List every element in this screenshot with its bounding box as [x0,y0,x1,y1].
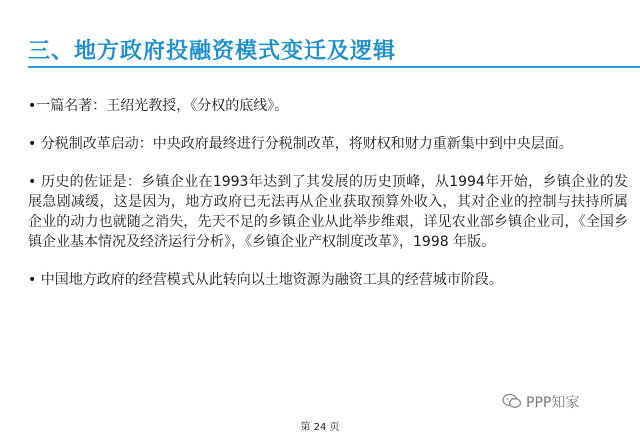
title-bar [0,0,640,70]
bullet-marker: • [28,136,37,152]
wechat-icon [502,393,522,413]
bullet-text: 中国地方政府的经营模式从此转向以土地资源为融资工具的经营城市阶段。 [36,272,503,288]
bullet-marker: • [28,272,37,288]
bullet-text: 历史的佐证是：乡镇企业在1993年达到了其发展的历史顶峰，从1994年开始，乡镇企业的发展急剧减缓，这是因为，地方政府已无法再从企业获取预算外收入，其对企业的控制与扶持所属企业的动力也就随之消失，先天不足的乡镇企业从此举步维艰，详见农业部乡镇企业司，《全国乡镇企业基本情况及经济运行分析》，《乡镇企业产权制度改革》，1998 年版。 [28,174,628,250]
watermark [502,392,579,413]
bullet-item [28,172,628,252]
title-underline [28,66,640,68]
bullet-text: 一篇名著：王绍光教授，《分权的底线》。 [36,98,289,114]
bullet-text: 分税制改革启动：中央政府最终进行分税制改革，将财权和财力重新集中到中央层面。 [36,136,573,152]
page-title: 三、地方政府投融资模式变迁及逻辑 [28,39,397,64]
bullet-list [28,96,628,308]
bullet-item [28,96,628,116]
bullet-marker: • [28,98,37,114]
watermark-text: PPP知家 [526,395,580,411]
bullet-item [28,134,628,154]
page-number: 第 24 页 [300,422,340,433]
bullet-marker: • [28,174,37,190]
bullet-item [28,270,628,290]
